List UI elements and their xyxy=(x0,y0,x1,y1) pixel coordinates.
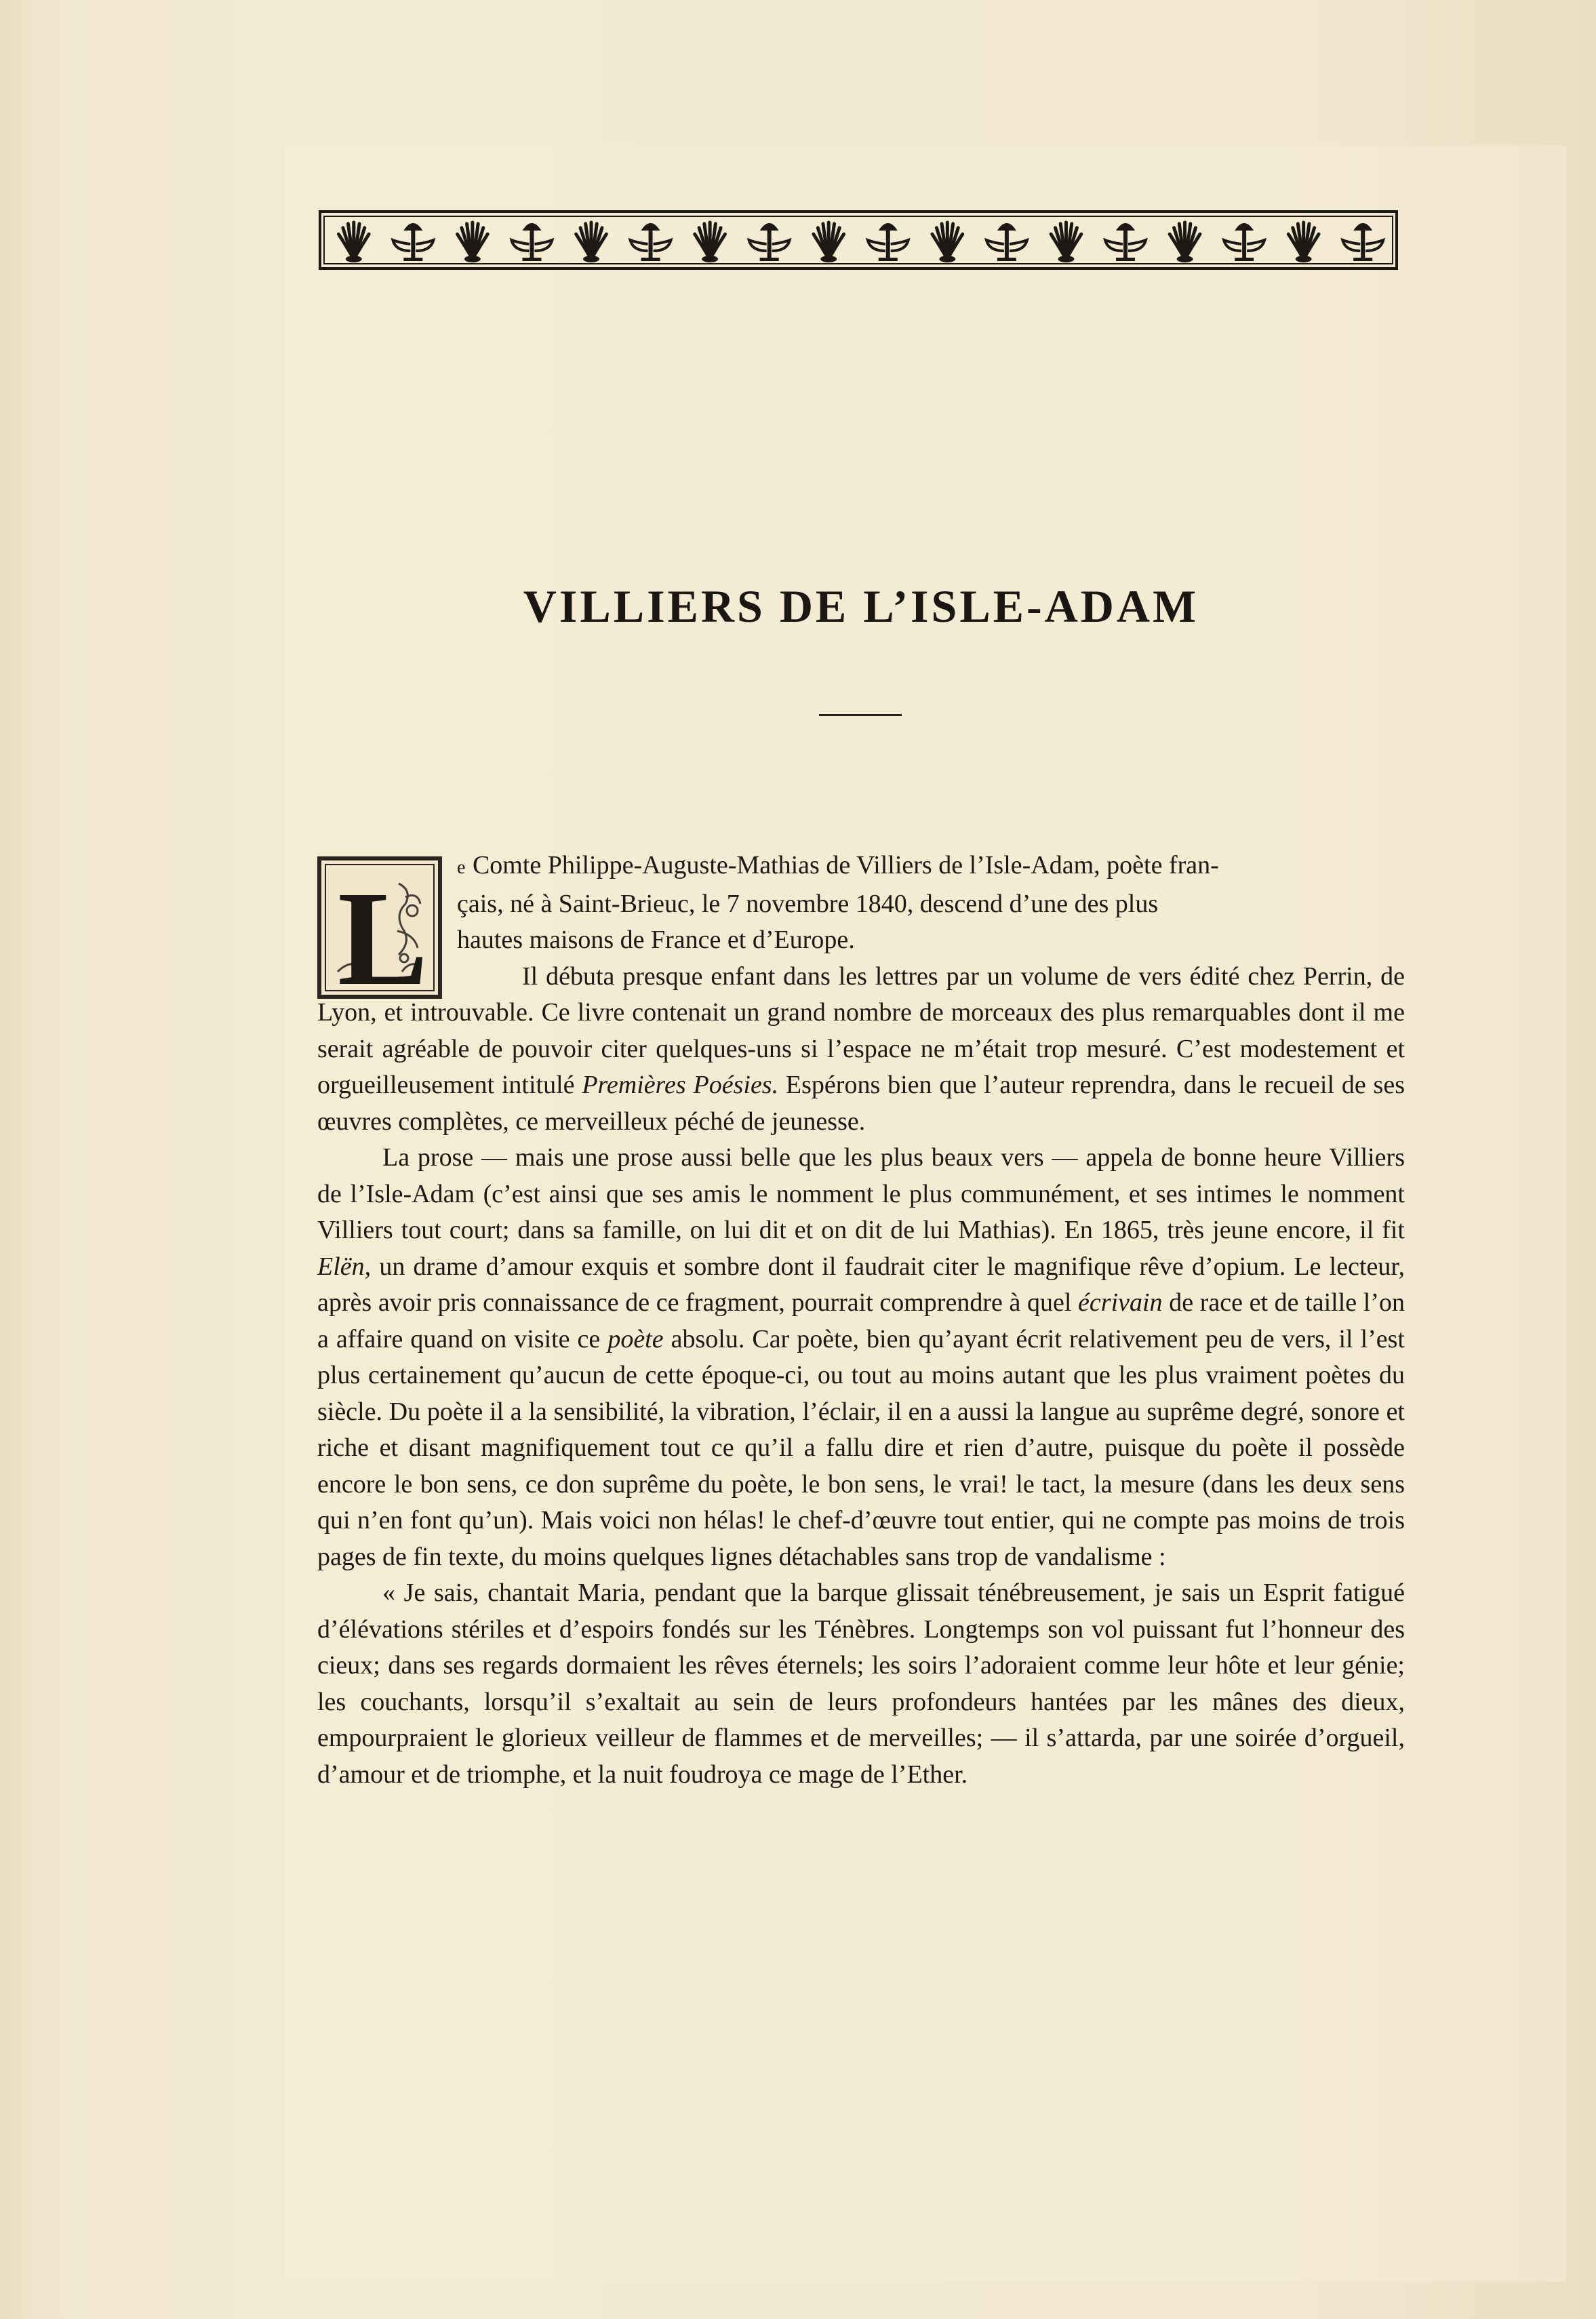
palmette-motif xyxy=(932,222,963,262)
paragraph-3-text-b: , un drame d’amour exquis et sombre dont il faudrait citer le magnifique rêve d’opium. Le lecteur, après avoir pris connaissance de ce fragment, pourrait comprendre à quel xyxy=(317,1252,1405,1317)
paragraph-3 xyxy=(317,1140,1405,1575)
paragraph-3-text-a: La prose — mais une prose aussi belle que les plus beaux vers — appela de bonne heure Villiers de l’Isle-Adam (c’est ainsi que ses amis le nomment le plus communément, et ses intimes le nomment Villiers tout court; dans sa famille, on lui dit et on dit de lui Mathias). En 1865, très jeune encore, il fit xyxy=(317,1143,1405,1244)
page-title: VILLIERS DE L’ISLE-ADAM xyxy=(523,580,1199,632)
palmette-motif xyxy=(695,222,725,262)
article-body xyxy=(317,848,1405,1793)
paragraph-1-line-2: çais, né à Saint-Brieuc, le 7 novembre 1840, descend d’une des plus xyxy=(457,889,1159,918)
paragraph-3-text-c: de race et de taille l’on a affaire quand on visite ce xyxy=(317,1288,1405,1353)
paragraph-2-text-b: Espérons bien que l’auteur reprendra, dans le recueil de ses œuvres complètes, ce merveilleux péché de jeunesse. xyxy=(317,1071,1405,1136)
fleuron-motif xyxy=(1105,223,1146,261)
fleuron-motif xyxy=(986,223,1027,261)
line-text: Comte Philippe-Auguste-Mathias de Villiers de l’Isle-Adam, poète fran- xyxy=(466,851,1219,879)
palmette-motif xyxy=(576,222,607,262)
palmette-motif xyxy=(1288,222,1319,262)
palmette-motif xyxy=(338,222,369,262)
italic-ecrivain: écrivain xyxy=(1078,1288,1163,1317)
paragraph-1-line-1 xyxy=(317,848,1405,886)
paragraph-2-text-a: Il débuta presque enfant dans les lettres par un volume de vers édité chez Perrin, de Lyon, et introuvable. Ce livre contenait un grand nombre de morceaux des plus remarquables dont il me serait agréable de pouvoir citer quelques-uns si l’espace ne m’était trop mesuré. C’est modestement et orgueilleusement intitulé xyxy=(317,962,1405,1099)
palmette-motif xyxy=(458,222,488,262)
title-rule xyxy=(819,714,902,716)
fleuron-motif xyxy=(631,223,671,261)
ornamental-header-band xyxy=(319,210,1398,270)
palmette-motif xyxy=(814,222,844,262)
fleuron-motif xyxy=(868,223,909,261)
paragraph-1 xyxy=(317,848,1405,959)
italic-poete: poète xyxy=(607,1324,664,1353)
palmette-motif xyxy=(1051,222,1081,262)
paragraph-1-line-3: hautes maisons de France et d’Europe. xyxy=(457,926,855,954)
smallcap-e: e xyxy=(457,857,466,878)
fleuron-motif xyxy=(393,223,433,261)
fleuron-motif xyxy=(749,223,790,261)
work-title-elen: Elën xyxy=(317,1252,365,1281)
fleuron-motif xyxy=(511,223,552,261)
fleuron-motif xyxy=(1224,223,1264,261)
dropcap-glyph: L xyxy=(338,864,428,999)
paragraph-4-quotation: « Je sais, chantait Maria, pendant que la barque glissait ténébreusement, je sais un Esprit fatigué d’élévations stériles et d’espoirs fondés sur les Ténèbres. Longtemps son vol puissant fut l’honneur des cieux; dans ses regards dormaient les rêves éternels; les soirs l’adoraient comme leur hôte et leur génie; les couchants, lorsqu’il s’exaltait au sein de leurs profondeurs hantées par les mânes des dieux, empourpraient le glorieux veilleur de flammes et de merveilles; — il s’attarda, par une soirée d’orgueil, d’amour et de triomphe, et la nuit foudroya ce mage de l’Ether. xyxy=(317,1579,1405,1789)
paragraph-2 xyxy=(317,959,1405,1141)
fleuron-motif xyxy=(1342,223,1383,261)
paragraph-3-text-d: absolu. Car poète, bien qu’ayant écrit relativement peu de vers, il l’est plus certainement qu’aucun de cette époque-ci, ou tout au moins autant que les plus vraiment poètes du siècle. Du poète il a la sensibilité, la vibration, l’éclair, il en a aussi la langue au suprême degré, sonore et riche et disant magnifiquement tout ce qu’il a fallu dire et rien d’autre, puisque du poète il possède encore le bon sens, ce don suprême du poète, le bon sens, le vrai! le tact, la mesure (dans les deux sens qui n’en font qu’un). Mais voici non hélas! le chef-d’œuvre tout entier, qui ne compte pas moins de trois pages de fin texte, du moins quelques lignes détachables sans trop de vandalisme : xyxy=(317,1324,1405,1571)
book-title-premieres-poesies: Premières Poésies. xyxy=(582,1071,779,1099)
palmette-motif xyxy=(1170,222,1200,262)
